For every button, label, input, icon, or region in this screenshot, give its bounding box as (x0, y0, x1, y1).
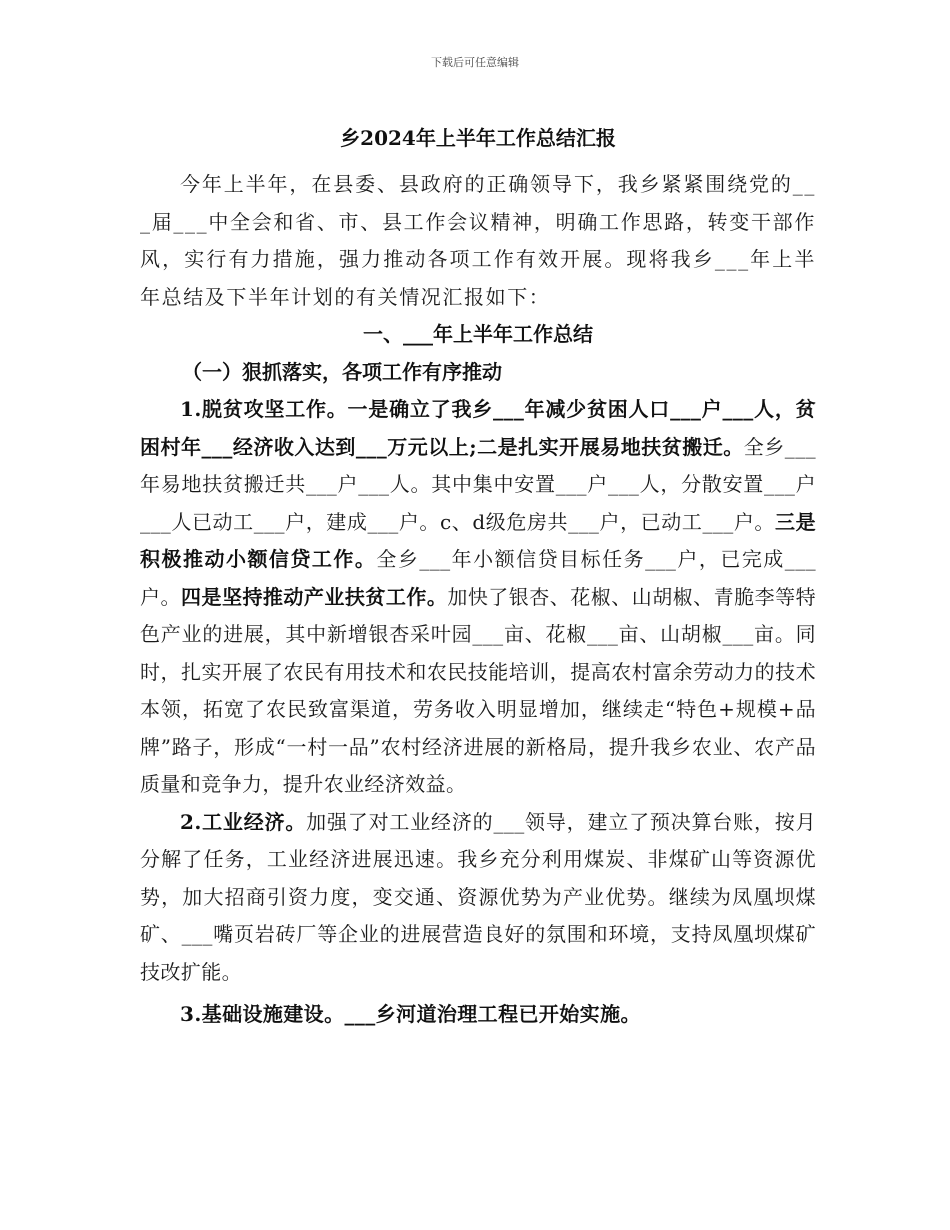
section-heading: 一、___年上半年工作总结 (363, 322, 593, 346)
item1-bold-3: 四是坚持推动产业扶贫工作。 (180, 584, 448, 609)
item2-bold-lead: 2.工业经济。 (180, 809, 307, 834)
item1-bold-2: 三是积极推动小额信贷工作。 (140, 509, 816, 571)
item2-text: 加强了对工业经济的___领导，建立了预决算台账，按月分解了任务，工业经济进展迅速。我乡充分利用煤炭、非煤矿山等资源优势，加大招商引资力度，变交通、资源优势为产业优势。继续为凤凰坝煤矿、___嘴页岩砖厂等企业的进展营造良好的氛围和环境，支持凤凰坝煤矿技改扩能。 (140, 809, 816, 984)
document-title: 乡2024年上半年工作总结汇报 (340, 126, 616, 150)
intro-paragraph: 今年上半年，在县委、县政府的正确领导下，我乡紧紧围绕党的___届___中全会和省、市、县工作会议精神，明确工作思路，转变干部作风，实行有力措施，强力推动各项工作有效开展。现将我乡___年上半年总结及下半年计划的有关情况汇报如下： (140, 172, 816, 309)
page-header-note: 下载后可任意编辑 (431, 56, 519, 69)
item1-text-1: 全乡___年易地扶贫搬迁共___户___人。其中集中安置___户___人，分散安置___户___人已动工___户，建成___户。c、d级危房共___户，已动工___户。 (140, 434, 817, 534)
subsection-heading: （一）狠抓落实，各项工作有序推动 (182, 359, 502, 384)
item3-bold-lead: 3.基础设施建设。___乡河道治理工程已开始实施。 (180, 1002, 641, 1026)
item1-paragraph (140, 391, 816, 804)
item1-text-3: 加快了银杏、花椒、山胡椒、青脆李等特色产业的进展，其中新增银杏采叶园___亩、花椒___亩、山胡椒___亩。同时，扎实开展了农民有用技术和农民技能培训，提高农村富余劳动力的技术本领，拓宽了农民致富渠道，劳务收入明显增加，继续走“特色+规模+品牌”路子，形成“一村一品”农村经济进展的新格局，提升我乡农业、农产品质量和竞争力，提升农业经济效益。 (140, 584, 817, 796)
item1-bold-lead: 1.脱贫攻坚工作。一是确立了我乡___年减少贫困人口___户___人，贫困村年___经济收入达到___万元以上;二是扎实开展易地扶贫搬迁。 (140, 397, 816, 459)
item2-paragraph (140, 804, 816, 992)
item3-paragraph (140, 996, 816, 1034)
document-body (140, 118, 816, 1034)
item1-text-2: 全乡___年小额信贷目标任务___户，已完成___户。 (140, 547, 817, 609)
